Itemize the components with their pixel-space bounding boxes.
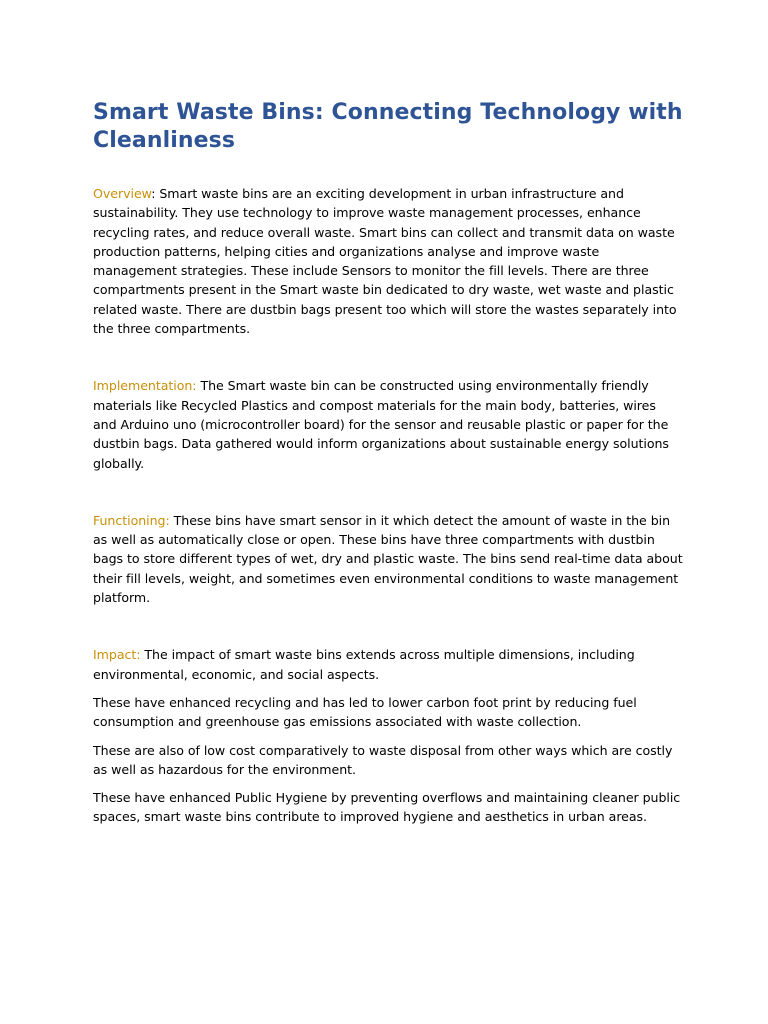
impact-label: Impact: <box>93 647 141 663</box>
impact-cost-paragraph: These are also of low cost comparatively to waste disposal from other ways which are costly as well as hazardous for the environment. <box>93 742 673 777</box>
document-page <box>93 99 683 827</box>
impact-text: The impact of smart waste bins extends across multiple dimensions, including environmental, economic, and social aspects. <box>93 647 635 682</box>
impact-hygiene-paragraph: These have enhanced Public Hygiene by preventing overflows and maintaining cleaner public spaces, smart waste bins contribute to improved hygiene and aesthetics in urban areas. <box>93 790 681 825</box>
impact-recycling-paragraph: These have enhanced recycling and has led to lower carbon foot print by reducing fuel consumption and greenhouse gas emissions associated with waste collection. <box>93 694 637 730</box>
implementation-label: Implementation: <box>93 378 197 394</box>
overview-paragraph <box>93 184 683 338</box>
impact-paragraph <box>93 645 683 684</box>
overview-label: Overview <box>93 186 152 201</box>
functioning-label: Functioning: <box>93 512 170 528</box>
functioning-text: These bins have smart sensor in it which detect the amount of waste in the bin as well as automatically close or open. These bins have three compartments with dustbin bags to store different types of wet, dry and plastic waste. The bins send real-time data about their fill levels, weight, and sometimes even environmental conditions to waste management platform. <box>93 512 683 606</box>
overview-text: Smart waste bins are an exciting development in urban infrastructure and sustainability. They use technology to improve waste management processes, enhance recycling rates, and reduce overall waste. Smart bins can collect and transmit data on waste production patterns, helping cities and organizations analyse and improve waste management strategies. These include Sensors to monitor the fill levels. There are three compartments present in the Smart waste bin dedicated to dry waste, wet waste and plastic related waste. There are dustbin bags present too which will store the wastes separately into the three compartments. <box>93 186 677 337</box>
functioning-paragraph <box>93 511 683 607</box>
implementation-text: The Smart waste bin can be constructed using environmentally friendly materials like Recycled Plastics and compost materials for the main body, batteries, wires and Arduino uno (microcontroller board) for the sensor and reusable plastic or paper for the dustbin bags. Data gathered would inform organizations about sustainable energy solutions globally. <box>93 378 669 471</box>
document-title: Smart Waste Bins: Connecting Technology with Cleanliness <box>93 100 683 153</box>
overview-separator: : <box>151 186 160 201</box>
implementation-paragraph <box>93 376 683 472</box>
